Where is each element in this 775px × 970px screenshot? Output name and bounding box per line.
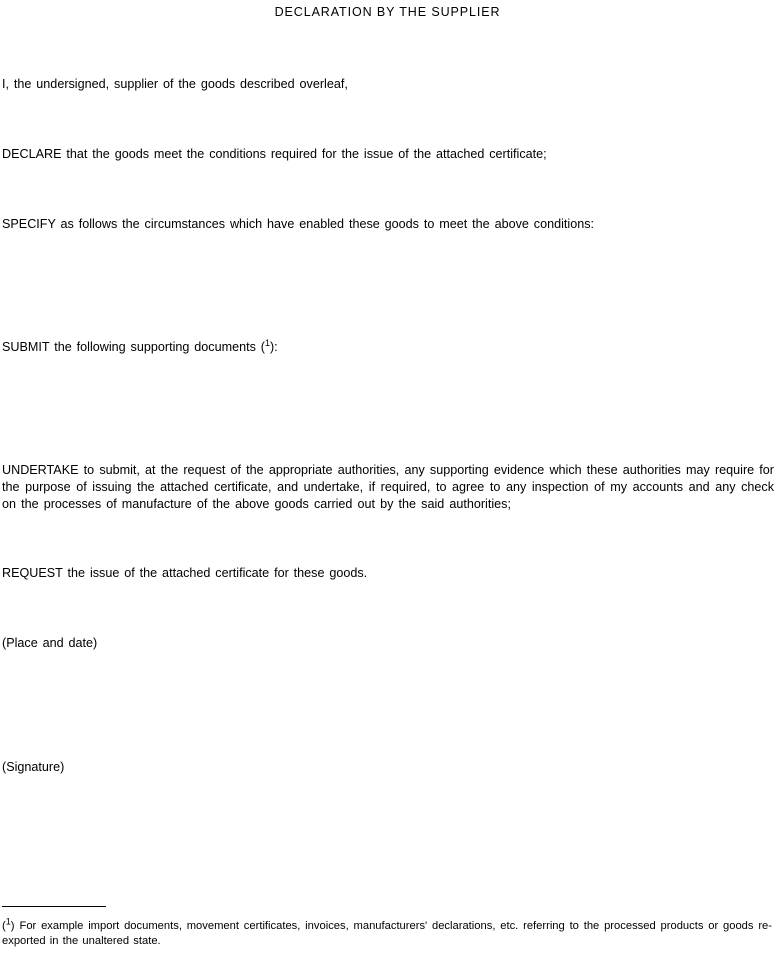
footnote bbox=[2, 916, 772, 949]
place-and-date-label: (Place and date) bbox=[2, 636, 98, 650]
footnote-marker bbox=[2, 916, 15, 932]
paragraph-undertake: UNDERTAKE to submit, at the request of the appropriate authorities, any supporting evidence which these authorities may require for the purpose of issuing the attached certificate, and undertake, if required, to agree to any inspection of my accounts and any check on the processes of manufacture of the above goods carried out by the said authorities; bbox=[2, 463, 774, 511]
signature-label: (Signature) bbox=[2, 760, 65, 774]
paragraph-submit bbox=[2, 339, 772, 356]
footnote-marker-close: ) bbox=[10, 920, 15, 932]
paragraph-declare: DECLARE that the goods meet the conditions required for the issue of the attached certificate; bbox=[2, 147, 547, 161]
paragraph-specify: SPECIFY as follows the circumstances which have enabled these goods to meet the above conditions: bbox=[2, 217, 595, 231]
page-title: DECLARATION BY THE SUPPLIER bbox=[274, 5, 501, 19]
paragraph-request: REQUEST the issue of the attached certificate for these goods. bbox=[2, 566, 368, 580]
submit-footnote-marker: 1 bbox=[264, 337, 270, 348]
footnote-text: For example import documents, movement certificates, invoices, manufacturers' declarations, etc. referring to the processed products or goods re-exported in the unaltered state. bbox=[2, 920, 772, 947]
footnote-marker-number: 1 bbox=[5, 916, 11, 927]
footnote-divider bbox=[2, 906, 106, 907]
footnote-marker-open: ( bbox=[2, 920, 6, 932]
paragraph-undersigned: I, the undersigned, supplier of the goods described overleaf, bbox=[2, 77, 348, 91]
submit-text-prefix: SUBMIT the following supporting documents ( bbox=[2, 340, 265, 354]
submit-text-suffix: ): bbox=[269, 340, 278, 354]
